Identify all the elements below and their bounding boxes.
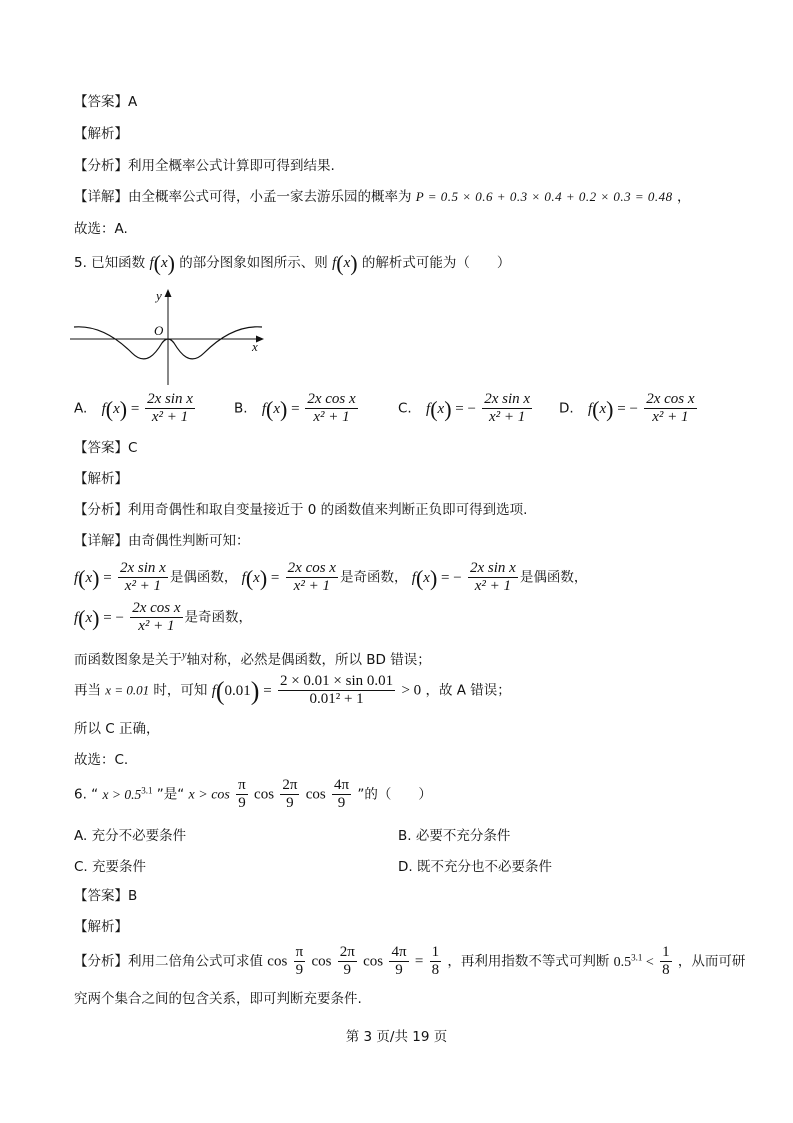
q5-option-c: C. f(x) = − $\frac{\text{2x sin x}}{\text{x² + 1}}$: [398, 391, 531, 425]
q6-answer: 【答案】B: [74, 888, 138, 904]
q5-parity-line-2: f(x) = − $\frac{\text{2x cos x}}{\text{x² + 1}}$ 是奇函数，: [74, 600, 253, 634]
q5-function-graph: [70, 287, 270, 387]
q6-option-c: C. 充要条件: [74, 859, 147, 875]
page-footer: 第 3 页/共 19 页: [345, 1029, 448, 1045]
q4-analysis-label: 【解析】: [74, 126, 128, 142]
q6-option-b: B. 必要不充分条件: [398, 828, 511, 844]
graph-x-label: x: [252, 339, 258, 354]
q5-option-d: D. f(x) = − $\frac{\text{2x cos x}}{\text{x² + 1}}$: [559, 391, 695, 425]
q4-hint: 【分析】利用全概率公式计算即可得到结果.: [74, 158, 335, 174]
q5-substitution: 再当 x = 0.01 时，可知 f(0.01) = $\frac{2 \times 0.01 \times \sin 0.01}{\text{0.01² + 1}}$ > 0 ，故 A 错误；: [74, 673, 511, 707]
q5-so: 所以 C 正确，: [74, 721, 160, 737]
graph-origin-label: O: [154, 323, 164, 338]
q6-option-d: D. 既不充分也不必要条件: [398, 859, 552, 875]
q5-option-b: B. f(x) = $\frac{\text{2x cos x}}{\text{x² + 1}}$: [234, 391, 356, 425]
q5-symmetry: 而函数图象是关于$^y$轴对称，必然是偶函数，所以 BD 错误；: [74, 650, 431, 668]
q6-analysis-label: 【解析】: [74, 919, 128, 935]
q6-hint-line-1: 【分析】利用二倍角公式可求值 cos $\frac{\pi}{9}$ cos $\frac{2\pi}{9}$ cos $\frac{4\pi}{9}$ = $\frac{1}{8}$ ，再利用指数不等式可判断 $0.5^{3.1}$ < $\frac{1}{8}$ ，从而可研: [74, 944, 746, 978]
q5-answer: 【答案】C: [74, 440, 138, 456]
q5-analysis-label: 【解析】: [74, 471, 128, 487]
q5-detail-intro: 【详解】由奇偶性判断可知：: [74, 533, 250, 549]
q5-choice: 故选：C.: [74, 752, 129, 768]
q4-formula: P = 0.5 × 0.6 + 0.3 × 0.4 + 0.2 × 0.3 = 0.48: [415, 189, 673, 204]
q5-parity-line-1: f(x) = $\frac{\text{2x sin x}}{\text{x² + 1}}$ 是偶函数， f(x) = $\frac{\text{2x cos x}}{\text{x² + 1}}$ 是奇函数， f(x) = − $\frac{\text{2x sin x}}{\text{x² + 1}}$ 是偶函数，: [74, 560, 588, 594]
q4-detail: 【详解】由全概率公式可得，小孟一家去游乐园的概率为 P = 0.5 × 0.6 + 0.3 × 0.4 + 0.2 × 0.3 = 0.48 ，: [74, 189, 691, 205]
q6-hint-line-2: 究两个集合之间的包含关系，即可判断充要条件.: [74, 991, 362, 1007]
q5-stem: 5. 已知函数 f(x) 的部分图象如图所示、则 f(x) 的解析式可能为（ ）: [74, 250, 511, 276]
q6-option-a: A. 充分不必要条件: [74, 828, 187, 844]
q5-hint: 【分析】利用奇偶性和取自变量接近于 0 的函数值来判断正负即可得到选项.: [74, 502, 528, 518]
graph-y-label: y: [156, 288, 162, 303]
q5-option-a: A. f(x) = $\frac{\text{2x sin x}}{\text{x² + 1}}$: [74, 391, 193, 425]
q6-stem: 6. “ $x > 0.5^{3.1}$ ”是“ x > cos $\frac{\pi}{9}$ cos $\frac{2\pi}{9}$ cos $\frac{4\pi}{9}$ ”的（ ）: [74, 777, 432, 811]
q4-choice: 故选：A.: [74, 221, 128, 237]
q4-answer: 【答案】A: [74, 94, 138, 110]
